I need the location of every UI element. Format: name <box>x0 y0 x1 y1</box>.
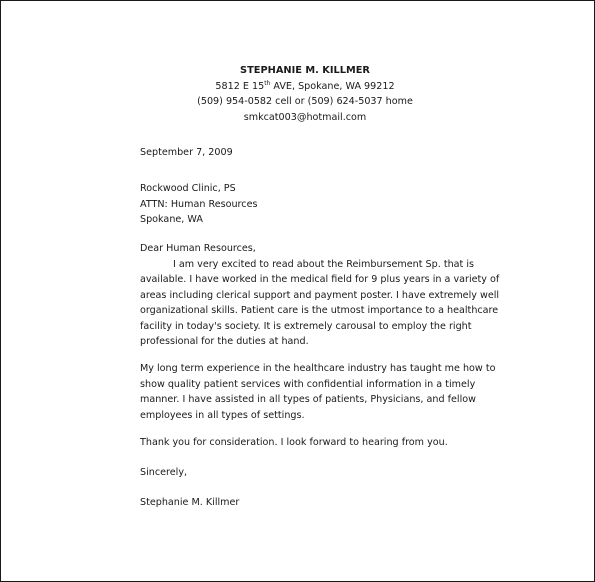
recipient-line-2: ATTN: Human Resources <box>140 198 258 210</box>
letter-date: September 7, 2009 <box>140 147 233 158</box>
salutation-and-paragraph-1 <box>140 241 500 350</box>
sender-address <box>140 79 470 95</box>
paragraph-1-line: I am very excited to read about the Reimbursement Sp. that is <box>173 258 475 270</box>
closing-block <box>140 465 470 481</box>
paragraph-1-line: facility in today's society. It is extremely carousal to employ the right <box>140 320 472 332</box>
paragraph-3-line: Thank you for consideration. I look forward to hearing from you. <box>140 437 448 448</box>
signature-name: Stephanie M. Killmer <box>140 497 240 508</box>
paragraph-1-line: professional for the duties at hand. <box>140 336 309 347</box>
sender-email: smkcat003@hotmail.com <box>243 111 367 123</box>
recipient-line-3: Spokane, WA <box>140 214 203 225</box>
paragraph-2-line: employees in all types of settings. <box>140 409 305 421</box>
paragraph-2-line: My long term experience in the healthcare industry has taught me how to <box>140 363 496 374</box>
paragraph-2-line: manner. I have assisted in all types of patients, Physicians, and fellow <box>140 394 476 405</box>
signature-block <box>140 495 470 511</box>
sender-phones: (509) 954-0582 cell or (509) 624-5037 home <box>197 96 413 107</box>
paragraph-1-line: available. I have worked in the medical field for 9 plus years in a variety of <box>140 274 500 285</box>
paragraph-2 <box>140 361 496 423</box>
closing: Sincerely, <box>140 467 188 478</box>
recipient-block <box>140 181 470 228</box>
paragraph-3 <box>140 435 470 451</box>
sender-address-prefix: 5812 E 15 <box>215 80 265 92</box>
paragraph-1-line: areas including clerical support and payment poster. I have extremely well <box>140 289 500 301</box>
sender-name: STEPHANIE M. KILLMER <box>240 65 370 76</box>
paragraph-2-line: show quality patient services with confidential information in a timely <box>140 378 476 390</box>
salutation: Dear Human Resources, <box>140 243 256 254</box>
letterhead <box>140 63 470 125</box>
letter-date-block <box>140 145 470 161</box>
sender-address-suffix: AVE, Spokane, WA 99212 <box>270 80 395 92</box>
paragraph-1-line: organizational skills. Patient care is the utmost importance to a healthcare <box>140 305 499 316</box>
sender-address-superscript: th <box>264 79 271 87</box>
recipient-line-1: Rockwood Clinic, PS <box>140 183 236 194</box>
